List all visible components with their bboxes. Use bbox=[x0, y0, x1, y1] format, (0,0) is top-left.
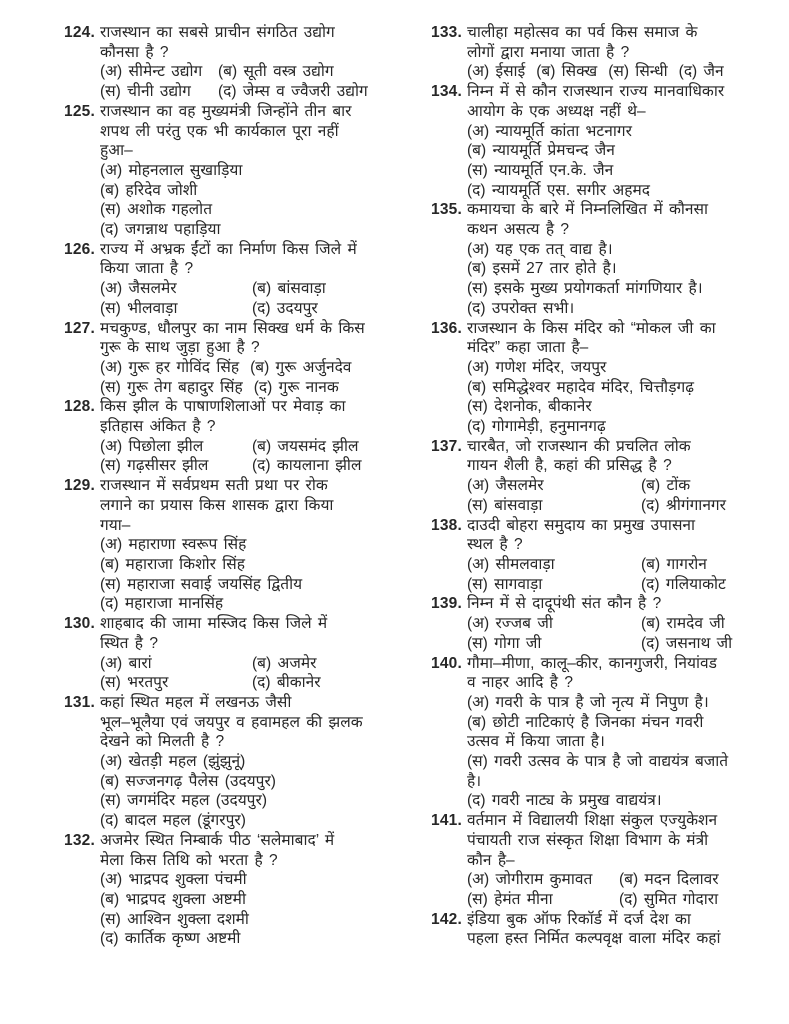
option-row bbox=[100, 673, 401, 693]
question-text-line: दाउदी बोहरा समुदाय का प्रमुख उपासना bbox=[467, 516, 696, 534]
question-text-line: कथन असत्य है ? bbox=[467, 221, 569, 239]
option-row bbox=[467, 240, 781, 260]
option-row bbox=[100, 890, 401, 910]
option-row bbox=[100, 594, 401, 614]
option-row bbox=[467, 476, 781, 496]
question-text-line: राजस्थान में सर्वप्रथम सती प्रथा पर रोक bbox=[100, 477, 328, 495]
option-cell: (ब) हरिदेव जोशी bbox=[100, 181, 198, 199]
option-cell: (स) महाराजा सवाई जयसिंह द्वितीय bbox=[100, 575, 303, 593]
option-row bbox=[100, 456, 401, 476]
option-row bbox=[467, 555, 781, 575]
option-cell: (अ) सीमेन्ट उद्योग bbox=[100, 63, 203, 81]
question-text-line: कौनसा है ? bbox=[100, 43, 169, 61]
option-cell: (द) कार्तिक कृष्ण अष्टमी bbox=[100, 930, 241, 948]
question-column-left bbox=[64, 23, 401, 949]
option-cell: (द) जसनाथ जी bbox=[641, 634, 733, 652]
question-first-line bbox=[64, 240, 401, 260]
question-text-line: आयोग के एक अध्यक्ष नहीं थे– bbox=[467, 102, 646, 120]
option-row bbox=[100, 62, 401, 82]
question-column-right bbox=[431, 23, 781, 949]
question-first-line bbox=[64, 23, 401, 43]
option-row bbox=[100, 791, 401, 811]
question-item bbox=[431, 516, 781, 595]
option-cell: (स) गवरी उत्सव के पात्र है जो वाद्ययंत्र बजाते bbox=[467, 753, 729, 771]
option-row bbox=[467, 161, 781, 181]
option-cell: (अ) सीमलवाड़ा bbox=[467, 555, 555, 573]
option-cell: (अ) बारां bbox=[100, 654, 152, 672]
question-text-line: गायन शैली है, कहां की प्रसिद्ध है ? bbox=[467, 457, 672, 475]
question-number: 125. bbox=[64, 102, 95, 120]
question-item bbox=[431, 82, 781, 200]
option-cell: (ब) रामदेव जी bbox=[641, 615, 725, 633]
question-text-line: स्थित है ? bbox=[100, 634, 158, 652]
question-text-line: वर्तमान में विद्यालयी शिक्षा संकुल एज्युकेशन bbox=[467, 812, 718, 830]
question-text-line: हुआ– bbox=[100, 142, 133, 160]
option-cell: (स) बांसवाड़ा bbox=[467, 496, 543, 514]
option-cell: (ब) अजमेर bbox=[252, 654, 317, 672]
question-text-line: राज्य में अभ्रक ईंटों का निर्माण किस जिले में bbox=[100, 240, 357, 258]
option-cell: (अ) जैसलमेर bbox=[467, 477, 544, 495]
question-text-line: पंचायती राज संस्कृत शिक्षा विभाग के मंत्री bbox=[467, 831, 709, 849]
option-cell: (द) सुमित गोदारा bbox=[619, 890, 719, 908]
question-text-line: चारबैत, जो राजस्थान की प्रचलित लोक bbox=[467, 437, 691, 455]
question-number: 124. bbox=[64, 24, 95, 41]
option-row bbox=[467, 772, 781, 792]
question-first-line bbox=[431, 516, 781, 536]
question-first-line bbox=[64, 476, 401, 496]
option-cell: (स) हेमंत मीना bbox=[467, 890, 553, 908]
option-row bbox=[100, 279, 401, 299]
option-row bbox=[467, 575, 781, 595]
question-item bbox=[64, 831, 401, 949]
question-item bbox=[431, 319, 781, 437]
question-number: 132. bbox=[64, 831, 95, 849]
option-cell: (द) श्रीगंगानगर bbox=[641, 496, 726, 514]
question-item bbox=[431, 910, 781, 949]
option-cell: (द) गलियाकोट bbox=[641, 575, 726, 593]
option-cell: (अ) गणेश मंदिर, जयपुर bbox=[467, 358, 607, 376]
question-item bbox=[431, 811, 781, 910]
option-cell: (अ) खेतड़ी महल (झुंझुनूं) bbox=[100, 753, 246, 771]
question-text-line: मचकुण्ड, धौलपुर का नाम सिक्ख धर्म के किस bbox=[100, 319, 365, 337]
option-row bbox=[467, 870, 781, 890]
option-row bbox=[100, 200, 401, 220]
question-first-line bbox=[64, 102, 401, 122]
option-cell: (स) चीनी उद्योग bbox=[100, 83, 191, 101]
option-cell: (स) सिन्धी bbox=[608, 63, 668, 81]
question-text-line: राजस्थान के किस मंदिर को “मोकल जी का bbox=[467, 319, 716, 337]
question-number: 137. bbox=[431, 437, 462, 455]
question-number: 130. bbox=[64, 615, 95, 633]
option-cell: (स) अशोक गहलोत bbox=[100, 201, 213, 219]
option-row bbox=[467, 122, 781, 142]
option-row bbox=[467, 496, 781, 516]
option-cell: (स) गोगा जी bbox=[467, 634, 542, 652]
question-number: 126. bbox=[64, 240, 95, 258]
option-cell: (ब) टोंक bbox=[641, 477, 691, 495]
option-row bbox=[467, 358, 781, 378]
question-text-line: लोगों द्वारा मनाया जाता है ? bbox=[467, 43, 630, 61]
question-text-line: राजस्थान का सबसे प्राचीन संगठित उद्योग bbox=[100, 24, 335, 41]
option-cell: (स) जगमंदिर महल (उदयपुर) bbox=[100, 792, 267, 810]
option-cell: (स) सागवाड़ा bbox=[467, 575, 543, 593]
question-first-line bbox=[431, 82, 781, 102]
option-cell: (अ) जोगीराम कुमावत bbox=[467, 871, 593, 889]
option-cell: (ब) मदन दिलावर bbox=[619, 871, 719, 889]
option-cell: (ब) समिद्धेश्वर महादेव मंदिर, चित्तौड़गढ़ bbox=[467, 378, 694, 396]
question-item bbox=[431, 23, 781, 82]
question-number: 133. bbox=[431, 24, 462, 41]
option-row bbox=[467, 752, 781, 772]
option-cell: (द) बीकानेर bbox=[252, 674, 321, 692]
question-first-line bbox=[64, 693, 401, 713]
option-cell: (द) जैन bbox=[678, 63, 724, 81]
question-item bbox=[64, 693, 401, 831]
option-cell: (स) न्यायमूर्ति एन.के. जैन bbox=[467, 161, 614, 179]
question-text-line: किया जाता है ? bbox=[100, 260, 194, 278]
option-cell: उत्सव में किया जाता है। bbox=[467, 733, 605, 751]
option-row bbox=[467, 279, 781, 299]
option-row bbox=[100, 555, 401, 575]
question-text-line: चालीहा महोत्सव का पर्व किस समाज के bbox=[467, 24, 698, 41]
question-text-line: गौमा–मीणा, कालू–कीर, कानगुजरी, नियांवड bbox=[467, 654, 717, 672]
question-number: 139. bbox=[431, 595, 462, 613]
option-cell: (द) उदयपुर bbox=[252, 299, 318, 317]
option-row bbox=[100, 752, 401, 772]
question-text-line: मंदिर” कहा जाता है– bbox=[467, 339, 589, 357]
option-row bbox=[467, 791, 781, 811]
question-text-line: शाहबाद की जामा मस्जिद किस जिले में bbox=[100, 615, 328, 633]
question-number: 135. bbox=[431, 201, 462, 219]
option-cell: (अ) भाद्रपद शुक्ला पंचमी bbox=[100, 871, 247, 889]
question-item bbox=[431, 200, 781, 318]
option-row bbox=[467, 614, 781, 634]
option-row bbox=[467, 259, 781, 279]
option-cell: (स) गढ़सीसर झील bbox=[100, 457, 209, 475]
option-cell: (अ) न्यायमूर्ति कांता भटनागर bbox=[467, 122, 632, 140]
option-cell: (अ) पिछोला झील bbox=[100, 437, 204, 455]
option-cell: (ब) सज्जनगढ़ पैलेस (उदयपुर) bbox=[100, 772, 276, 790]
option-cell: (द) गवरी नाट्य के प्रमुख वाद्ययंत्र। bbox=[467, 792, 662, 810]
option-row bbox=[467, 299, 781, 319]
option-row bbox=[467, 378, 781, 398]
option-cell: (अ) रज्जब जी bbox=[467, 615, 553, 633]
option-cell: (ब) बांसवाड़ा bbox=[252, 280, 326, 298]
option-cell: (ब) सिक्ख bbox=[536, 63, 598, 81]
option-cell: (स) आश्विन शुक्ला दशमी bbox=[100, 910, 249, 928]
question-text-line: कौन है– bbox=[467, 851, 515, 869]
question-text-line: लगाने का प्रयास किस शासक द्वारा किया bbox=[100, 496, 334, 514]
question-item bbox=[431, 437, 781, 516]
question-first-line bbox=[431, 319, 781, 339]
option-cell: (स) देशनोक, बीकानेर bbox=[467, 398, 592, 416]
option-cell: (द) उपरोक्त सभी। bbox=[467, 299, 575, 317]
question-number: 128. bbox=[64, 398, 95, 416]
option-cell: (अ) महाराणा स्वरूप सिंह bbox=[100, 536, 247, 554]
option-cell: (द) बादल महल (डूंगरपुर) bbox=[100, 812, 246, 830]
option-cell: (द) जगन्नाथ पहाड़िया bbox=[100, 221, 221, 239]
option-row bbox=[100, 437, 401, 457]
question-first-line bbox=[431, 200, 781, 220]
question-text-line: निम्न में से कौन राजस्थान राज्य मानवाधिकार bbox=[467, 83, 725, 101]
option-row bbox=[100, 910, 401, 930]
question-number: 131. bbox=[64, 693, 95, 711]
question-text-line: राजस्थान का वह मुख्यमंत्री जिन्होंने तीन बार bbox=[100, 102, 352, 120]
option-cell: (ब) गुरू अर्जुनदेव bbox=[250, 358, 352, 376]
option-row bbox=[467, 62, 781, 82]
option-cell: (ब) सूती वस्त्र उद्योग bbox=[218, 63, 334, 81]
option-row bbox=[467, 397, 781, 417]
question-text-line: इतिहास अंकित है ? bbox=[100, 418, 216, 436]
question-text-line: मेला किस तिथि को भरता है ? bbox=[100, 851, 278, 869]
question-first-line bbox=[64, 614, 401, 634]
option-row bbox=[100, 772, 401, 792]
question-number: 140. bbox=[431, 654, 462, 672]
question-text-line: किस झील के पाषाणशिलाओं पर मेवाड़ का bbox=[100, 398, 346, 416]
question-first-line bbox=[64, 831, 401, 851]
question-item bbox=[64, 102, 401, 240]
question-item bbox=[431, 594, 781, 653]
option-cell: (ब) महाराजा किशोर सिंह bbox=[100, 555, 246, 573]
question-text-line: गया– bbox=[100, 516, 131, 534]
option-row bbox=[467, 417, 781, 437]
question-text-line: देखने को मिलती है ? bbox=[100, 733, 225, 751]
option-cell: (द) गोगामेड़ी, हनुमानगढ़ bbox=[467, 418, 606, 436]
question-text-line: स्थल है ? bbox=[467, 536, 523, 554]
option-row bbox=[100, 654, 401, 674]
option-cell: (अ) यह एक तत् वाद्य है। bbox=[467, 240, 613, 258]
question-text-line: गुरू के साथ जुड़ा हुआ है ? bbox=[100, 339, 260, 357]
question-number: 129. bbox=[64, 477, 95, 495]
option-row bbox=[100, 929, 401, 949]
question-text-line: कमायचा के बारे में निम्नलिखित में कौनसा bbox=[467, 201, 709, 219]
option-row bbox=[100, 161, 401, 181]
question-text-line: अजमेर स्थित निम्बार्क पीठ ‘सलेमाबाद’ में bbox=[100, 831, 335, 849]
option-row bbox=[467, 713, 781, 733]
question-first-line bbox=[431, 437, 781, 457]
question-text-line: पहला हस्त निर्मित कल्पवृक्ष वाला मंदिर कहां bbox=[467, 930, 721, 948]
question-number: 134. bbox=[431, 83, 462, 101]
question-item bbox=[64, 319, 401, 398]
option-cell: (अ) गवरी के पात्र है जो नृत्य में निपुण है। bbox=[467, 693, 709, 711]
option-row bbox=[467, 181, 781, 201]
question-text-line: भूल–भूलैया एवं जयपुर व हवामहल की झलक bbox=[100, 713, 363, 731]
option-cell: (द) कायलाना झील bbox=[252, 457, 362, 475]
option-cell: (अ) मोहनलाल सुखाड़िया bbox=[100, 161, 243, 179]
question-text-line: निम्न में से दादूपंथी संत कौन है ? bbox=[467, 595, 662, 613]
question-item bbox=[64, 397, 401, 476]
question-text-line: इंडिया बुक ऑफ रिकॉर्ड में दर्ज देश का bbox=[467, 910, 691, 928]
question-text-line: कहां स्थित महल में लखनऊ जैसी bbox=[100, 693, 292, 711]
question-item bbox=[64, 476, 401, 614]
question-number: 141. bbox=[431, 812, 462, 830]
option-cell: (द) न्यायमूर्ति एस. सगीर अहमद bbox=[467, 181, 650, 199]
question-first-line bbox=[431, 23, 781, 43]
option-cell: (द) गुरू नानक bbox=[253, 378, 339, 396]
question-first-line bbox=[431, 910, 781, 930]
question-first-line bbox=[431, 594, 781, 614]
question-item bbox=[431, 654, 781, 812]
question-text-line: व नाहर आदि है ? bbox=[467, 674, 573, 692]
question-first-line bbox=[64, 319, 401, 339]
option-row bbox=[467, 693, 781, 713]
question-item bbox=[64, 240, 401, 319]
option-row bbox=[467, 634, 781, 654]
option-row bbox=[100, 575, 401, 595]
option-cell: (ब) छोटी नाटिकाएं है जिनका मंचन गवरी bbox=[467, 713, 704, 731]
option-row bbox=[100, 299, 401, 319]
option-cell: (अ) गुरू हर गोविंद सिंह bbox=[100, 358, 240, 376]
option-row bbox=[100, 535, 401, 555]
option-cell: (ब) गागरोन bbox=[641, 555, 707, 573]
question-item bbox=[64, 23, 401, 102]
question-item bbox=[64, 614, 401, 693]
option-cell: (ब) न्यायमूर्ति प्रेमचन्द जैन bbox=[467, 142, 615, 160]
option-row bbox=[100, 358, 401, 378]
option-row bbox=[100, 82, 401, 102]
option-cell: (अ) जैसलमेर bbox=[100, 280, 177, 298]
question-text-line: शपथ ली परंतु एक भी कार्यकाल पूरा नहीं bbox=[100, 122, 339, 140]
option-cell: (ब) इसमें 27 तार होते है। bbox=[467, 260, 617, 278]
question-first-line bbox=[431, 811, 781, 831]
question-number: 127. bbox=[64, 319, 95, 337]
option-cell: (स) भीलवाड़ा bbox=[100, 299, 178, 317]
option-row bbox=[467, 890, 781, 910]
option-cell: (ब) भाद्रपद शुक्ला अष्टमी bbox=[100, 890, 246, 908]
option-cell: (द) जेम्स व ज्वैजरी उद्योग bbox=[218, 83, 368, 101]
option-row bbox=[100, 378, 401, 398]
option-row bbox=[100, 811, 401, 831]
question-number: 142. bbox=[431, 910, 462, 928]
option-cell: (स) गुरू तेग बहादुर सिंह bbox=[100, 378, 243, 396]
option-cell: है। bbox=[467, 772, 482, 790]
question-first-line bbox=[431, 654, 781, 674]
question-number: 138. bbox=[431, 516, 462, 534]
option-row bbox=[100, 181, 401, 201]
question-first-line bbox=[64, 397, 401, 417]
option-cell: (ब) जयसमंद झील bbox=[252, 437, 359, 455]
option-cell: (स) भरतपुर bbox=[100, 674, 169, 692]
question-number: 136. bbox=[431, 319, 462, 337]
option-cell: (अ) ईसाई bbox=[467, 63, 526, 81]
option-row bbox=[100, 870, 401, 890]
option-cell: (स) इसके मुख्य प्रयोगकर्ता मांगणियार है। bbox=[467, 280, 703, 298]
option-row bbox=[467, 732, 781, 752]
option-row bbox=[467, 141, 781, 161]
option-cell: (द) महाराजा मानसिंह bbox=[100, 595, 224, 613]
option-row bbox=[100, 220, 401, 240]
